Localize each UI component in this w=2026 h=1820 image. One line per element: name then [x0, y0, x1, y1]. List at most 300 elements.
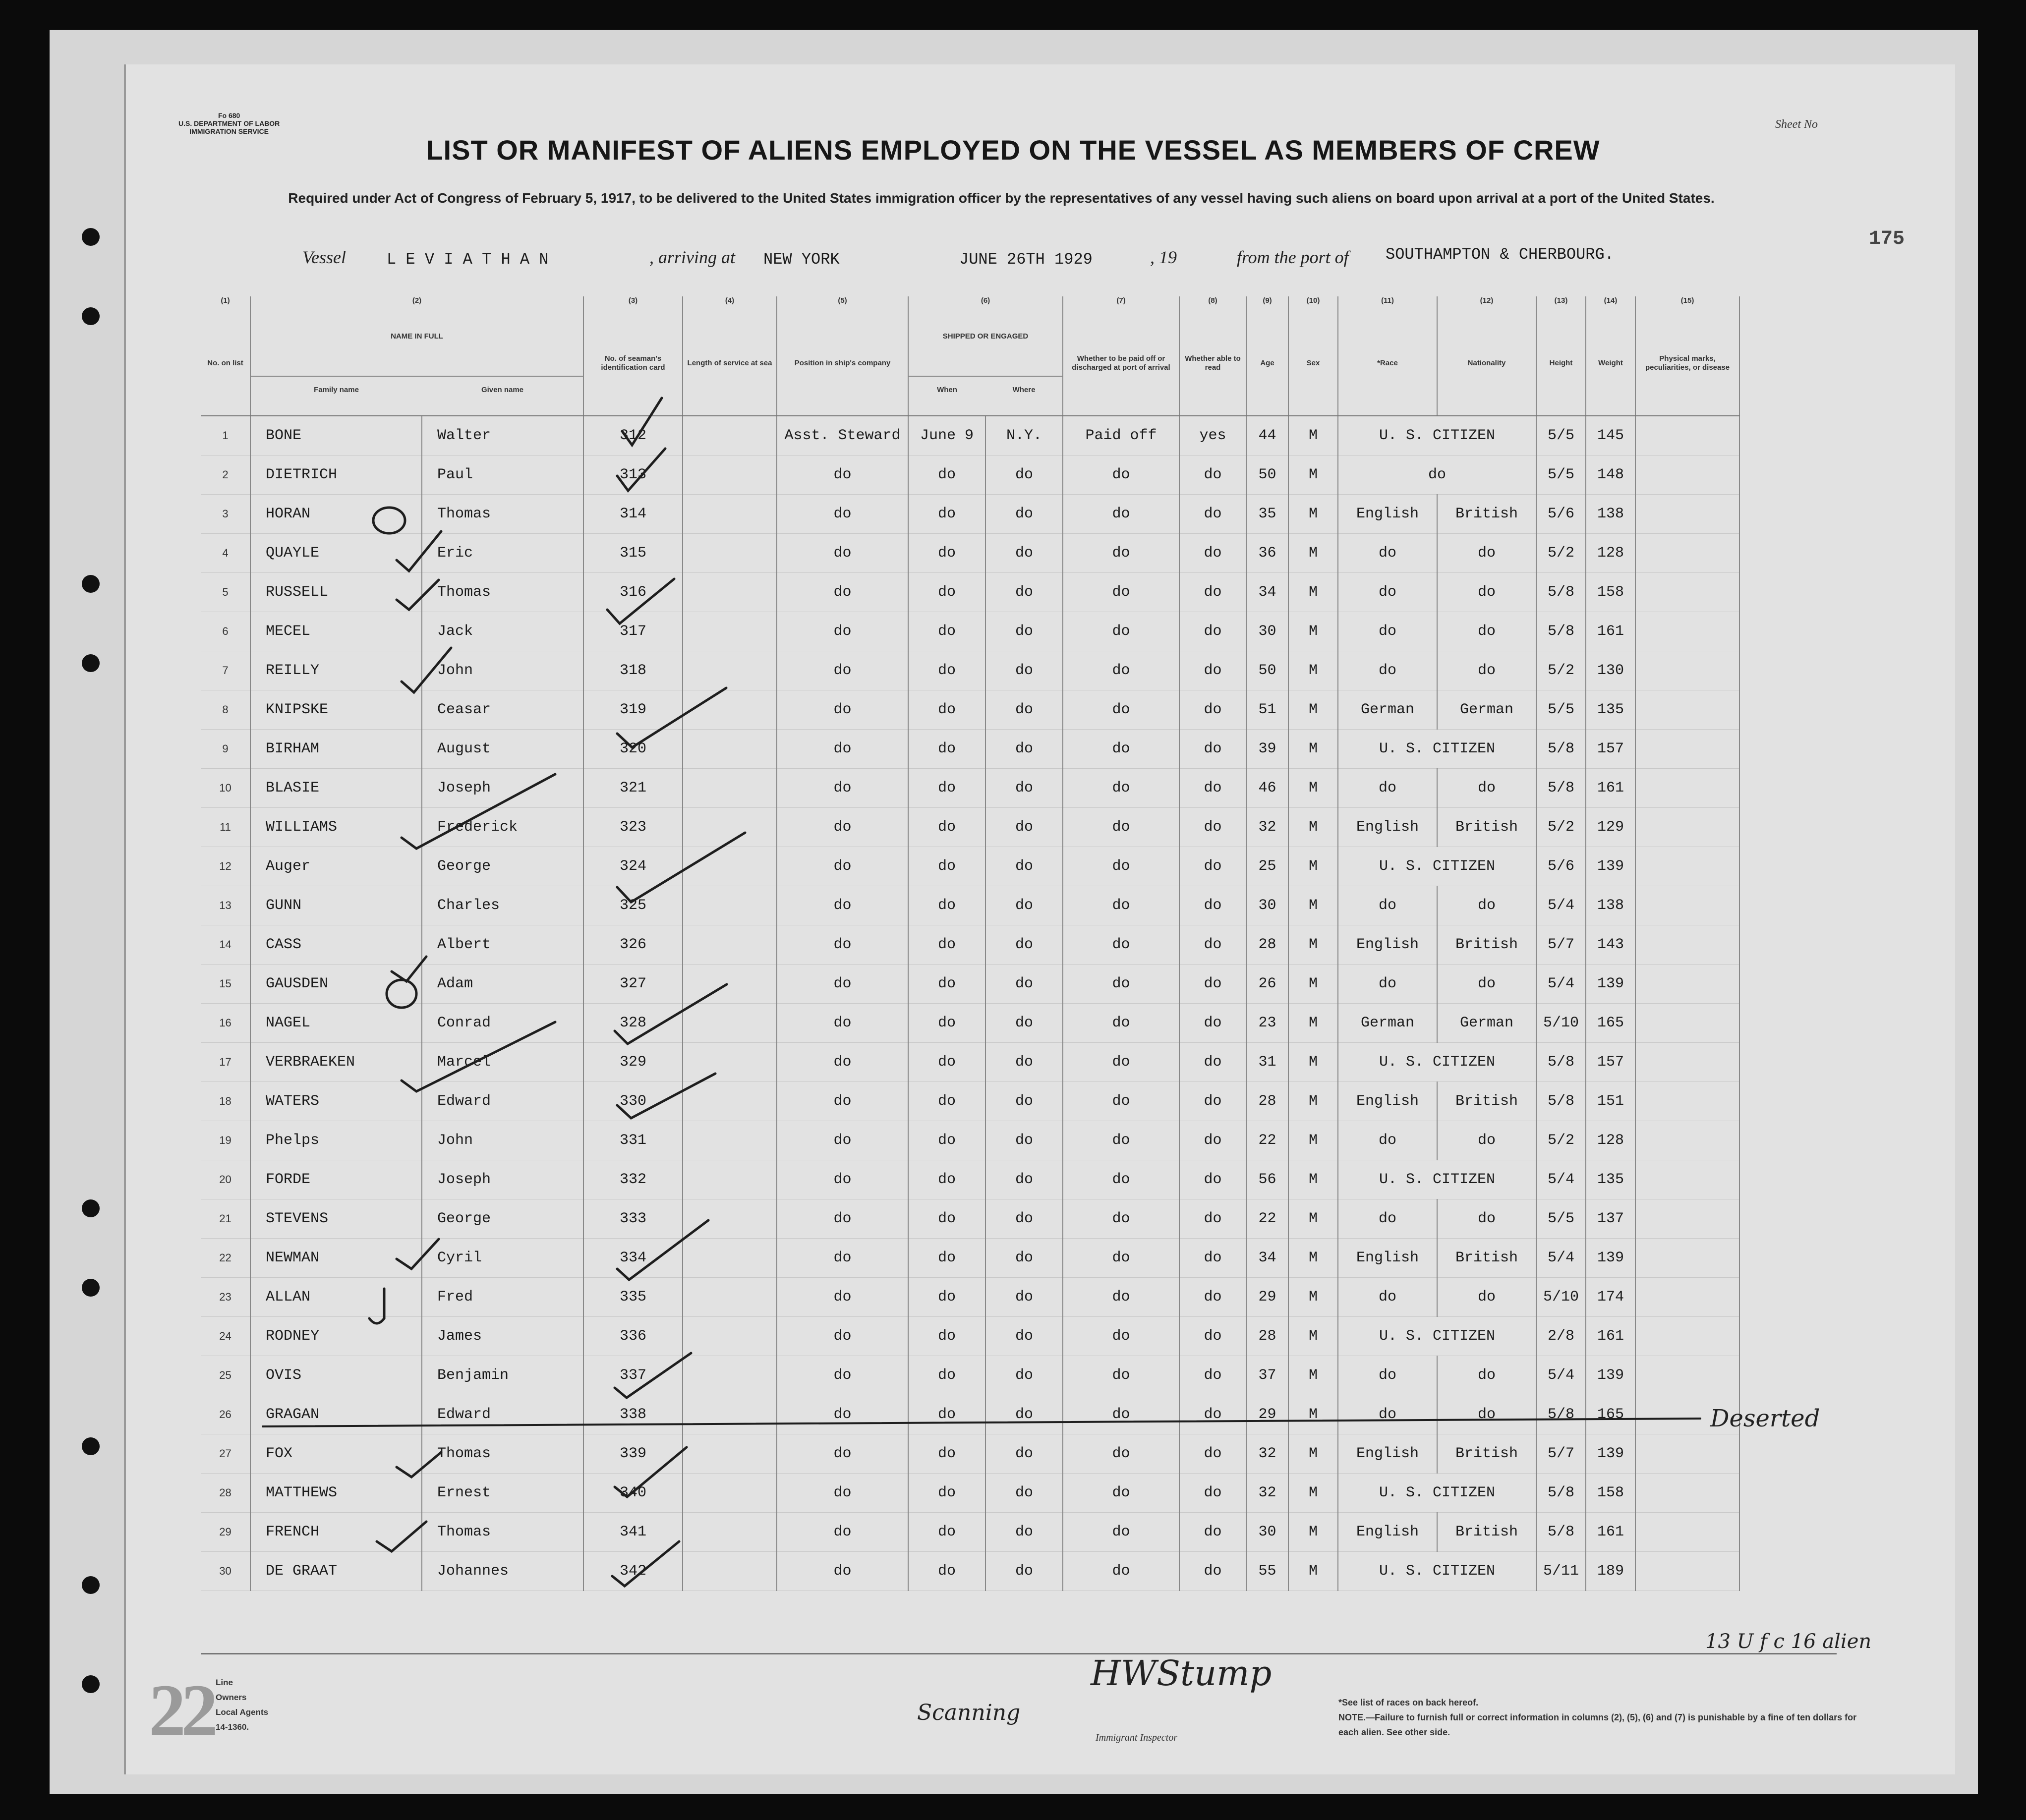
year-label: , 19: [1150, 247, 1177, 267]
cell-paid: do: [1063, 965, 1179, 1004]
cell-where: do: [985, 730, 1063, 769]
cell-race: do: [1338, 1395, 1437, 1434]
cell-no: 7: [201, 651, 250, 690]
cell-paid: do: [1063, 612, 1179, 651]
cell-age: 30: [1246, 1513, 1288, 1552]
cell-no: 13: [201, 886, 250, 925]
footer-form-code: 14-1360.: [216, 1722, 249, 1732]
cell-weight: 145: [1586, 416, 1635, 455]
cell-card: 329: [583, 1043, 683, 1082]
cell-nat: do: [1437, 534, 1536, 573]
cell-race: English: [1338, 808, 1437, 847]
header-shipped-label: SHIPPED OR ENGAGED: [942, 332, 1029, 341]
cell-weight: 161: [1586, 612, 1635, 651]
cell-height: 2/8: [1536, 1317, 1586, 1356]
cell-race: English: [1338, 1239, 1437, 1278]
cell-given: Walter: [422, 416, 583, 455]
cell-family: VERBRAEKEN: [250, 1043, 422, 1082]
cell-position: do: [777, 1356, 908, 1395]
cell-card: 330: [583, 1082, 683, 1121]
cell-race: U. S. CITIZEN: [1338, 1474, 1536, 1513]
cell-card: 325: [583, 886, 683, 925]
cell-when: do: [908, 651, 985, 690]
penalty-note: NOTE.—Failure to furnish full or correct information in columns (2), (5), (6) and (7) is punishable by a fine of ten dollars for each alien. See other side.: [1338, 1712, 1857, 1737]
cell-read: do: [1179, 1356, 1246, 1395]
cell-given: George: [422, 1199, 583, 1239]
cell-position: do: [777, 690, 908, 730]
cell-paid: do: [1063, 886, 1179, 925]
cell-card: 331: [583, 1121, 683, 1160]
cell-paid: do: [1063, 1121, 1179, 1160]
cell-where: do: [985, 1121, 1063, 1160]
cell-position: do: [777, 1317, 908, 1356]
cell-card: 342: [583, 1552, 683, 1591]
cell-weight: 128: [1586, 534, 1635, 573]
checkmark: [397, 580, 439, 610]
cell-given: Joseph: [422, 769, 583, 808]
cell-position: do: [777, 730, 908, 769]
cell-height: 5/5: [1536, 1199, 1586, 1239]
cell-where: do: [985, 1434, 1063, 1474]
cell-race: do: [1338, 1356, 1437, 1395]
cell-nat: do: [1437, 573, 1536, 612]
cell-weight: 139: [1586, 1239, 1635, 1278]
cell-weight: 165: [1586, 1395, 1635, 1434]
cell-where: N.Y.: [985, 416, 1063, 455]
cell-nat: British: [1437, 808, 1536, 847]
cell-weight: 135: [1586, 690, 1635, 730]
cell-weight: 157: [1586, 1043, 1635, 1082]
cell-card: 327: [583, 965, 683, 1004]
cell-when: do: [908, 534, 985, 573]
cell-age: 34: [1246, 1239, 1288, 1278]
cell-sex: M: [1288, 612, 1338, 651]
cell-paid: do: [1063, 690, 1179, 730]
cell-weight: 158: [1586, 573, 1635, 612]
cell-position: do: [777, 1552, 908, 1591]
cell-no: 25: [201, 1356, 250, 1395]
cell-when: do: [908, 808, 985, 847]
cell-sex: M: [1288, 416, 1338, 455]
cell-height: 5/8: [1536, 730, 1586, 769]
cell-no: 8: [201, 690, 250, 730]
cell-family: STEVENS: [250, 1199, 422, 1239]
cell-card: 313: [583, 455, 683, 495]
cell-race: do: [1338, 886, 1437, 925]
cell-position: do: [777, 769, 908, 808]
cell-given: Thomas: [422, 1513, 583, 1552]
cell-card: 339: [583, 1434, 683, 1474]
circle-mark: [373, 508, 405, 533]
cell-race: do: [1338, 1199, 1437, 1239]
cell-weight: 161: [1586, 1513, 1635, 1552]
cell-family: WATERS: [250, 1082, 422, 1121]
from-port: SOUTHAMPTON & CHERBOURG.: [1386, 245, 1614, 264]
header-weight: Weight: [1586, 311, 1635, 416]
checkmark: [615, 984, 727, 1044]
header-length-service: Length of service at sea: [683, 311, 777, 416]
checkmark: [607, 579, 674, 624]
cell-when: do: [908, 1160, 985, 1199]
cell-position: do: [777, 651, 908, 690]
cell-family: WILLIAMS: [250, 808, 422, 847]
cell-height: 5/11: [1536, 1552, 1586, 1591]
cell-sex: M: [1288, 847, 1338, 886]
cell-given: Thomas: [422, 1434, 583, 1474]
cell-nat: British: [1437, 925, 1536, 965]
cell-sex: M: [1288, 455, 1338, 495]
cell-card: 333: [583, 1199, 683, 1239]
cell-read: do: [1179, 690, 1246, 730]
cell-weight: 151: [1586, 1082, 1635, 1121]
cell-paid: do: [1063, 925, 1179, 965]
cell-weight: 139: [1586, 1434, 1635, 1474]
cell-position: do: [777, 573, 908, 612]
header-race: *Race: [1338, 311, 1437, 416]
cell-no: 9: [201, 730, 250, 769]
cell-card: 336: [583, 1317, 683, 1356]
cell-age: 25: [1246, 847, 1288, 886]
checkmark: [397, 1239, 439, 1269]
cell-weight: 137: [1586, 1199, 1635, 1239]
cell-sex: M: [1288, 1356, 1338, 1395]
cell-paid: do: [1063, 1004, 1179, 1043]
cell-sex: M: [1288, 1160, 1338, 1199]
cell-age: 55: [1246, 1552, 1288, 1591]
col-num-2: (2): [250, 296, 583, 311]
cell-age: 29: [1246, 1278, 1288, 1317]
cell-race: English: [1338, 925, 1437, 965]
cell-paid: do: [1063, 573, 1179, 612]
cell-no: 21: [201, 1199, 250, 1239]
checkmark: [369, 1289, 384, 1323]
cell-read: do: [1179, 455, 1246, 495]
cell-sex: M: [1288, 1004, 1338, 1043]
cell-family: BIRHAM: [250, 730, 422, 769]
cell-given: Ernest: [422, 1474, 583, 1513]
cell-family: FOX: [250, 1434, 422, 1474]
cell-paid: do: [1063, 769, 1179, 808]
cell-no: 6: [201, 612, 250, 651]
cell-no: 19: [201, 1121, 250, 1160]
cell-read: do: [1179, 1474, 1246, 1513]
header-name-label: NAME IN FULL: [391, 332, 443, 341]
footer-line: Line: [216, 1678, 233, 1687]
cell-race: English: [1338, 1082, 1437, 1121]
cell-race: do: [1338, 651, 1437, 690]
cell-age: 51: [1246, 690, 1288, 730]
cell-weight: 174: [1586, 1278, 1635, 1317]
header-when: When: [937, 386, 957, 394]
cell-where: do: [985, 1239, 1063, 1278]
cell-height: 5/4: [1536, 965, 1586, 1004]
cell-when: do: [908, 1552, 985, 1591]
cell-when: do: [908, 1082, 985, 1121]
cell-where: do: [985, 534, 1063, 573]
cell-age: 22: [1246, 1199, 1288, 1239]
cell-paid: do: [1063, 455, 1179, 495]
cell-nat: do: [1437, 1199, 1536, 1239]
cell-card: 328: [583, 1004, 683, 1043]
cell-race: do: [1338, 1121, 1437, 1160]
cell-family: MATTHEWS: [250, 1474, 422, 1513]
cell-read: do: [1179, 573, 1246, 612]
cell-where: do: [985, 886, 1063, 925]
cell-no: 16: [201, 1004, 250, 1043]
checkmark: [617, 833, 745, 902]
cell-given: Ceasar: [422, 690, 583, 730]
cell-read: yes: [1179, 416, 1246, 455]
cell-race: do: [1338, 612, 1437, 651]
cell-height: 5/10: [1536, 1004, 1586, 1043]
cell-sex: M: [1288, 690, 1338, 730]
cell-height: 5/8: [1536, 1474, 1586, 1513]
cell-no: 10: [201, 769, 250, 808]
cell-paid: do: [1063, 651, 1179, 690]
cell-height: 5/7: [1536, 1434, 1586, 1474]
cell-height: 5/10: [1536, 1278, 1586, 1317]
cell-family: Phelps: [250, 1121, 422, 1160]
cell-age: 23: [1246, 1004, 1288, 1043]
service: IMMIGRATION SERVICE: [189, 127, 269, 135]
cell-where: do: [985, 612, 1063, 651]
cell-age: 22: [1246, 1121, 1288, 1160]
cell-no: 29: [201, 1513, 250, 1552]
cell-position: do: [777, 1121, 908, 1160]
cell-race: German: [1338, 690, 1437, 730]
cell-sex: M: [1288, 1434, 1338, 1474]
cell-card: 326: [583, 925, 683, 965]
checkmark: [622, 398, 662, 445]
cell-where: do: [985, 1160, 1063, 1199]
cell-height: 5/4: [1536, 1160, 1586, 1199]
col-num-6: (6): [908, 296, 1063, 311]
cell-age: 29: [1246, 1395, 1288, 1434]
cell-when: do: [908, 1043, 985, 1082]
cell-when: do: [908, 769, 985, 808]
cell-sex: M: [1288, 1239, 1338, 1278]
header-height: Height: [1536, 311, 1586, 416]
cell-read: do: [1179, 1121, 1246, 1160]
cell-sex: M: [1288, 965, 1338, 1004]
cell-family: ALLAN: [250, 1278, 422, 1317]
immigrant-inspector-label: Immigrant Inspector: [1096, 1732, 1177, 1743]
header-age: Age: [1246, 311, 1288, 416]
checkmark: [377, 1522, 426, 1551]
cell-when: do: [908, 1317, 985, 1356]
cell-height: 5/5: [1536, 416, 1586, 455]
cell-card: 334: [583, 1239, 683, 1278]
cell-card: 318: [583, 651, 683, 690]
col-num-13: (13): [1536, 296, 1586, 311]
cell-height: 5/8: [1536, 1395, 1586, 1434]
cell-card: 316: [583, 573, 683, 612]
cell-given: Eric: [422, 534, 583, 573]
cell-given: Adam: [422, 965, 583, 1004]
cell-no: 14: [201, 925, 250, 965]
cell-weight: 165: [1586, 1004, 1635, 1043]
cell-nat: do: [1437, 769, 1536, 808]
inspector-signature: HWStump: [1091, 1653, 1272, 1694]
cell-nat: do: [1437, 612, 1536, 651]
cell-when: do: [908, 730, 985, 769]
checkmark: [402, 648, 451, 692]
cell-where: do: [985, 808, 1063, 847]
checkmark: [617, 1074, 715, 1118]
cell-position: do: [777, 847, 908, 886]
col-num-5: (5): [777, 296, 908, 311]
cell-age: 37: [1246, 1356, 1288, 1395]
cell-given: Albert: [422, 925, 583, 965]
cell-position: do: [777, 534, 908, 573]
department: U.S. DEPARTMENT OF LABOR: [178, 119, 280, 127]
cell-read: do: [1179, 1395, 1246, 1434]
col-num-12: (12): [1437, 296, 1536, 311]
col-num-9: (9): [1246, 296, 1288, 311]
cell-age: 32: [1246, 1474, 1288, 1513]
cell-race: German: [1338, 1004, 1437, 1043]
cell-when: do: [908, 1239, 985, 1278]
cell-race: U. S. CITIZEN: [1338, 730, 1536, 769]
cell-sex: M: [1288, 1395, 1338, 1434]
cell-where: do: [985, 1082, 1063, 1121]
cell-where: do: [985, 1356, 1063, 1395]
cell-nat: German: [1437, 1004, 1536, 1043]
cell-read: do: [1179, 1082, 1246, 1121]
cell-read: do: [1179, 769, 1246, 808]
cell-race: U. S. CITIZEN: [1338, 1317, 1536, 1356]
cell-when: do: [908, 455, 985, 495]
cell-paid: do: [1063, 1395, 1179, 1434]
cell-age: 35: [1246, 495, 1288, 534]
cell-card: 341: [583, 1513, 683, 1552]
header-physical: Physical marks, peculiarities, or disease: [1635, 311, 1739, 416]
cell-given: Conrad: [422, 1004, 583, 1043]
cell-where: do: [985, 769, 1063, 808]
cell-sex: M: [1288, 1043, 1338, 1082]
cell-no: 22: [201, 1239, 250, 1278]
cell-where: do: [985, 455, 1063, 495]
cell-nat: British: [1437, 1513, 1536, 1552]
cell-read: do: [1179, 1239, 1246, 1278]
cell-card: 332: [583, 1160, 683, 1199]
cell-age: 28: [1246, 1082, 1288, 1121]
cell-family: NAGEL: [250, 1004, 422, 1043]
cell-when: June 9: [908, 416, 985, 455]
cell-height: 5/8: [1536, 769, 1586, 808]
cell-when: do: [908, 1356, 985, 1395]
cell-no: 15: [201, 965, 250, 1004]
cell-paid: do: [1063, 1199, 1179, 1239]
cell-sex: M: [1288, 1474, 1338, 1513]
cell-sex: M: [1288, 886, 1338, 925]
cell-card: 314: [583, 495, 683, 534]
header-no-on-list: No. on list: [201, 311, 250, 416]
checkmark: [617, 688, 726, 747]
cell-read: do: [1179, 1317, 1246, 1356]
cell-read: do: [1179, 534, 1246, 573]
col-num-8: (8): [1179, 296, 1246, 311]
cell-height: 5/6: [1536, 495, 1586, 534]
cell-when: do: [908, 886, 985, 925]
cell-family: GRAGAN: [250, 1395, 422, 1434]
cell-when: do: [908, 1513, 985, 1552]
cell-paid: do: [1063, 1082, 1179, 1121]
cell-family: RODNEY: [250, 1317, 422, 1356]
cell-position: Asst. Steward: [777, 416, 908, 455]
cell-paid: do: [1063, 1239, 1179, 1278]
col-num-7: (7): [1063, 296, 1179, 311]
cell-weight: 128: [1586, 1121, 1635, 1160]
cell-weight: 161: [1586, 769, 1635, 808]
vessel-name: L E V I A T H A N: [387, 250, 549, 269]
cell-where: do: [985, 495, 1063, 534]
cell-read: do: [1179, 651, 1246, 690]
cell-no: 11: [201, 808, 250, 847]
checkmark: [402, 1022, 555, 1091]
cell-where: do: [985, 1199, 1063, 1239]
cell-nat: British: [1437, 1434, 1536, 1474]
cell-sex: M: [1288, 495, 1338, 534]
cell-card: 338: [583, 1395, 683, 1434]
cell-nat: British: [1437, 1082, 1536, 1121]
cell-given: Cyril: [422, 1239, 583, 1278]
arriving-label: , arriving at: [649, 247, 736, 267]
strikethrough-line: [263, 1419, 1700, 1426]
cell-when: do: [908, 965, 985, 1004]
cell-where: do: [985, 1043, 1063, 1082]
cell-no: 26: [201, 1395, 250, 1434]
cell-race: U. S. CITIZEN: [1338, 416, 1536, 455]
cell-height: 5/8: [1536, 612, 1586, 651]
cell-paid: do: [1063, 808, 1179, 847]
cell-given: Thomas: [422, 573, 583, 612]
cell-where: do: [985, 1513, 1063, 1552]
cell-family: QUAYLE: [250, 534, 422, 573]
cell-position: do: [777, 495, 908, 534]
cell-race: do: [1338, 573, 1437, 612]
cell-weight: 130: [1586, 651, 1635, 690]
cell-sex: M: [1288, 1278, 1338, 1317]
cell-given: Paul: [422, 455, 583, 495]
cell-age: 56: [1246, 1160, 1288, 1199]
cell-where: do: [985, 1395, 1063, 1434]
col-num-15: (15): [1635, 296, 1739, 311]
cell-position: do: [777, 1278, 908, 1317]
header-family-name: Family name: [314, 386, 359, 394]
cell-given: Edward: [422, 1395, 583, 1434]
cell-given: Johannes: [422, 1552, 583, 1591]
cell-sex: M: [1288, 651, 1338, 690]
cell-no: 1: [201, 416, 250, 455]
cell-paid: do: [1063, 1043, 1179, 1082]
cell-age: 32: [1246, 808, 1288, 847]
cell-given: James: [422, 1317, 583, 1356]
cell-where: do: [985, 965, 1063, 1004]
cell-card: 324: [583, 847, 683, 886]
cell-no: 5: [201, 573, 250, 612]
cell-given: Fred: [422, 1278, 583, 1317]
cell-read: do: [1179, 1552, 1246, 1591]
cell-given: Benjamin: [422, 1356, 583, 1395]
cell-family: GUNN: [250, 886, 422, 925]
cell-read: do: [1179, 808, 1246, 847]
header-sex: Sex: [1288, 311, 1338, 416]
from-port-label: from the port of: [1237, 247, 1349, 267]
cell-position: do: [777, 965, 908, 1004]
form-number: Fo 680: [218, 112, 240, 119]
cell-when: do: [908, 573, 985, 612]
